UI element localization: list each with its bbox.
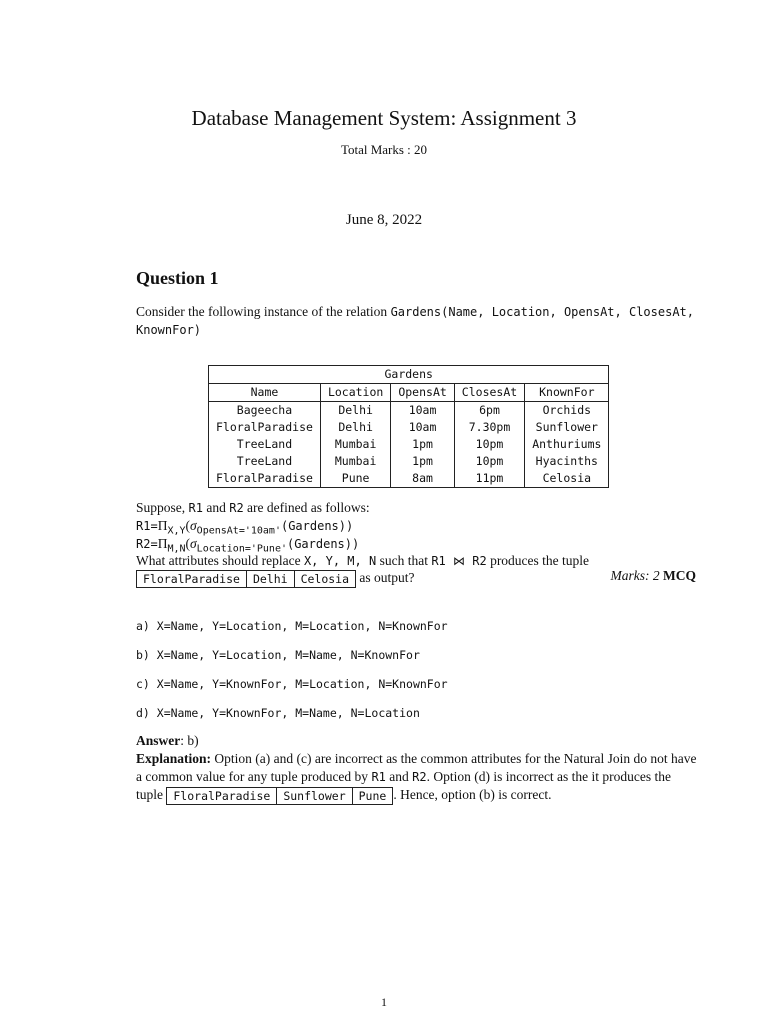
table-cell: 7.30pm (454, 419, 524, 436)
r2-name: R2 (229, 501, 244, 515)
tuple-cell: Delhi (247, 571, 295, 587)
table-cell: Anthuriums (525, 436, 609, 453)
gardens-table (208, 365, 609, 488)
suppose-line (136, 499, 370, 517)
table-row (209, 453, 609, 470)
column-header: Name (209, 384, 321, 402)
table-cell: TreeLand (209, 453, 321, 470)
prompt-text: as output? (359, 570, 415, 585)
tuple-cell: Pune (358, 788, 387, 803)
output-tuple (136, 570, 356, 588)
defined-text: are defined as follows: (247, 500, 370, 515)
output-tuple-line (136, 569, 415, 588)
explanation-text: . Hence, option (b) is correct. (393, 787, 552, 802)
explanation-text: . Option (d) is incorrect as the it produces the tuple (136, 769, 672, 802)
gardens-table-wrap (208, 365, 609, 488)
option-b: b) X=Name, Y=Location, M=Name, N=KnownFor (136, 648, 420, 662)
option-d: d) X=Name, Y=KnownFor, M=Name, N=Location (136, 706, 420, 720)
r2-relation: (Gardens)) (286, 537, 360, 551)
prompt-text: such that (379, 553, 428, 568)
relation-schema: Gardens(Name, Location, OpensAt, ClosesAt, KnownFor) (136, 305, 694, 337)
table-cell: 1pm (391, 436, 454, 453)
column-header: Location (320, 384, 390, 402)
r1-relation: (Gardens)) (280, 519, 354, 533)
document-date: June 8, 2022 (345, 212, 423, 228)
marks-type: MCQ (663, 568, 696, 583)
document-title: Database Management System: Assignment 3 (191, 106, 577, 130)
prompt-join: R1 ⋈ R2 (431, 554, 487, 568)
table-cell: Orchids (525, 402, 609, 420)
tuple-cell: Sunflower (277, 788, 352, 804)
prompt-variables: X, Y, M, N (303, 554, 377, 568)
table-cell: Sunflower (525, 419, 609, 436)
table-cell: Pune (320, 470, 390, 488)
open-paren: ( (185, 536, 190, 551)
table-cell: 8am (391, 470, 454, 488)
marks-label (611, 568, 697, 584)
table-row (209, 436, 609, 453)
question-prompt (136, 552, 589, 570)
prompt-text: produces the tuple (490, 553, 590, 568)
table-row (209, 402, 609, 420)
table-caption: Gardens (208, 365, 609, 383)
answer-label: Answer (136, 733, 181, 748)
explanation-label: Explanation: (136, 751, 212, 766)
table-cell: Mumbai (320, 453, 390, 470)
table-cell: 10pm (454, 453, 524, 470)
explanation-r2: R2 (412, 770, 427, 784)
r2-condition: Location='Pune' (196, 543, 287, 555)
and-text: and (206, 500, 226, 515)
explanation-r1: R1 (371, 770, 386, 784)
pi-symbol: Π (157, 536, 168, 551)
table-cell: 6pm (454, 402, 524, 420)
tuple-cell: FloralParadise (167, 788, 277, 804)
explanation-text: Option (a) and (c) are incorrect as the common attributes for the Natural Join do not have a common value for any tuple produced by (136, 751, 697, 784)
tuple-cell: Celosia (300, 571, 350, 586)
table-cell: Delhi (320, 402, 390, 420)
explanation-text: and (389, 769, 409, 784)
table-cell: FloralParadise (209, 419, 321, 436)
table-cell: TreeLand (209, 436, 321, 453)
r1-name: R1 (188, 501, 203, 515)
r1-lhs: R1= (136, 519, 158, 533)
table-row (209, 419, 609, 436)
table-row (209, 470, 609, 488)
table-cell: FloralParadise (209, 470, 321, 488)
r2-lhs: R2= (136, 537, 158, 551)
r1-projection: X,Y (167, 525, 186, 537)
table-cell: 1pm (391, 453, 454, 470)
suppose-text: Suppose, (136, 500, 186, 515)
marks-value: Marks: 2 (610, 568, 660, 583)
table-cell: 10pm (454, 436, 524, 453)
table-cell: 11pm (454, 470, 524, 488)
answer-block (136, 732, 698, 805)
table-cell: Mumbai (320, 436, 390, 453)
table-cell: Hyacinths (525, 453, 609, 470)
sigma-symbol: σ (190, 536, 197, 551)
r1-condition: OpensAt='10am' (196, 525, 281, 537)
r2-projection: M,N (167, 543, 186, 555)
sigma-symbol: σ (190, 518, 197, 533)
column-header: KnownFor (525, 384, 609, 402)
question-intro (136, 303, 716, 339)
prompt-text: What attributes should replace (136, 553, 301, 568)
total-marks: Total Marks : 20 (340, 142, 428, 157)
tuple-cell: FloralParadise (137, 571, 247, 587)
table-cell: Delhi (320, 419, 390, 436)
answer-value: : b) (180, 733, 199, 748)
wrong-tuple (166, 787, 393, 805)
table-cell: Bageecha (209, 402, 321, 420)
question-heading: Question 1 (136, 268, 219, 288)
option-a: a) X=Name, Y=Location, M=Location, N=KnownFor (136, 619, 448, 633)
table-header-row (209, 384, 609, 402)
pi-symbol: Π (157, 518, 168, 533)
table-cell: 10am (391, 402, 454, 420)
page-number: 1 (381, 995, 387, 1009)
open-paren: ( (185, 518, 190, 533)
column-header: ClosesAt (454, 384, 524, 402)
table-cell: 10am (391, 419, 454, 436)
option-c: c) X=Name, Y=KnownFor, M=Location, N=KnownFor (136, 677, 448, 691)
intro-text: Consider the following instance of the relation (136, 304, 388, 319)
answer-line (136, 732, 698, 750)
table-cell: Celosia (525, 470, 609, 488)
column-header: OpensAt (391, 384, 454, 402)
explanation (136, 750, 698, 805)
